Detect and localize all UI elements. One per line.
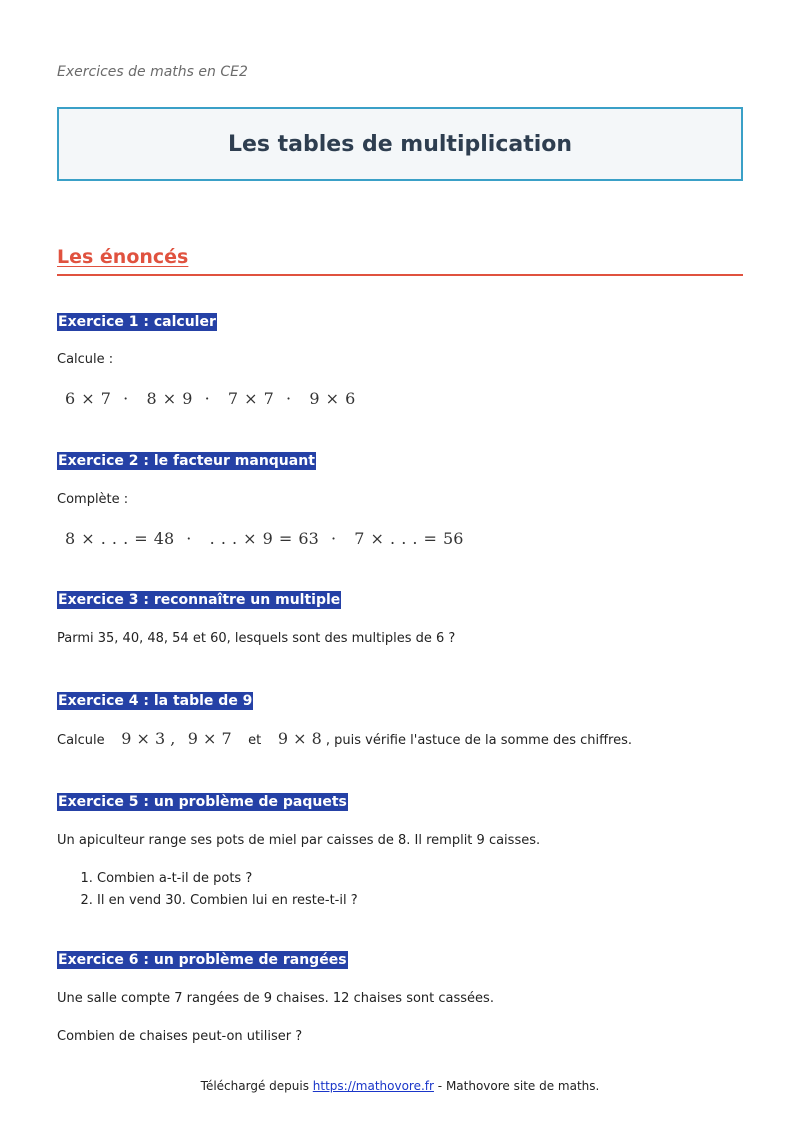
exercise-4-text-mid: et — [248, 733, 262, 748]
exercise-4-text-after: , puis vérifie l'astuce de la somme des chiffres. — [325, 733, 633, 748]
exercise-4-text — [57, 730, 632, 750]
exercise-4-title: Exercice 4 : la table de 9 — [58, 693, 253, 709]
footer-prefix: Téléchargé depuis — [200, 1079, 309, 1093]
exercise-5-questions — [57, 868, 358, 912]
exercise-4-text-before: Calcule — [57, 733, 105, 748]
exercise-2-text: Complète : — [57, 492, 129, 507]
exercise-6-text-2: Combien de chaises peut-on utiliser ? — [57, 1029, 303, 1044]
exercise-6-title: Exercice 6 : un problème de rangées — [58, 952, 347, 968]
list-item: 1. Combien a-t-il de pots ? — [97, 868, 358, 890]
exercise-4-math-2: 9 × 7 — [187, 729, 232, 748]
exercise-3-text: Parmi 35, 40, 48, 54 et 60, lesquels sont des multiples de 6 ? — [57, 631, 456, 646]
list-item: 2. Il en vend 30. Combien lui en reste-t-il ? — [97, 890, 358, 912]
title-box — [57, 107, 743, 181]
page-title: Les tables de multiplication — [227, 131, 573, 157]
document-subtitle: Exercices de maths en CE2 — [57, 64, 248, 80]
footer-link[interactable]: https://mathovore.fr — [312, 1079, 434, 1093]
exercise-1-math: 6 × 7 · 8 × 9 · 7 × 7 · 9 × 6 — [65, 389, 356, 408]
exercise-2-math: 8 × . . . = 48 · . . . × 9 = 63 · 7 × . . . = 56 — [65, 529, 464, 548]
exercise-2-title: Exercice 2 : le facteur manquant — [58, 453, 315, 469]
section-title: Les énoncés — [57, 246, 189, 268]
exercise-6-text: Une salle compte 7 rangées de 9 chaises. 12 chaises sont cassées. — [57, 991, 494, 1006]
page-footer — [0, 1079, 800, 1093]
exercise-5-title: Exercice 5 : un problème de paquets — [58, 794, 347, 810]
footer-suffix: - Mathovore site de maths. — [437, 1079, 600, 1093]
exercise-4-math-3: 9 × 8 — [277, 729, 322, 748]
exercise-1-title: Exercice 1 : calculer — [58, 314, 216, 330]
exercise-5-text: Un apiculteur range ses pots de miel par caisses de 8. Il remplit 9 caisses. — [57, 833, 541, 848]
exercise-1-text: Calcule : — [57, 352, 114, 367]
exercise-3-title: Exercice 3 : reconnaître un multiple — [58, 592, 341, 608]
section-divider — [57, 274, 743, 276]
exercise-4-math-1: 9 × 3 , — [121, 729, 176, 748]
